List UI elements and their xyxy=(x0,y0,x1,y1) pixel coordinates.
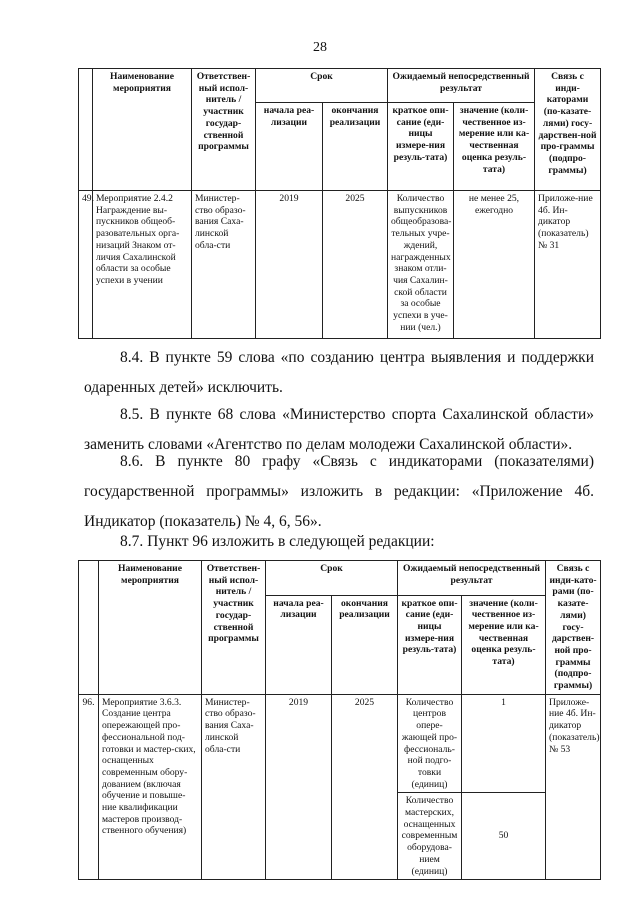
result-header: Ожидаемый непосредственный результат xyxy=(388,69,535,103)
table-row xyxy=(79,191,601,339)
row-link: Приложе-ние 4б. Ин-дикатор (показатель) № 53 xyxy=(546,694,601,880)
table-row xyxy=(79,694,601,793)
term-header: Срок xyxy=(256,69,388,103)
row-start: 2019 xyxy=(256,191,323,339)
paragraph-8-6: 8.6. В пункте 80 графу «Связь с индикаторами (показателями) государственной программы» изложить в редакции: «Приложение 4б. Индикатор (показатель) № 4, 6, 56». xyxy=(84,453,594,530)
responsible-header: Ответствен-ный испол-нитель / участник государ-ственной программы xyxy=(192,69,256,191)
row-responsible: Министер-ство образо-вания Саха-линской обла-сти xyxy=(192,191,256,339)
row-start: 2019 xyxy=(266,694,332,880)
paragraph-8-7: 8.7. Пункт 96 изложить в следующей редакции: xyxy=(120,533,435,550)
page-number: 28 xyxy=(313,40,327,55)
paragraph-8-5: 8.5. В пункте 68 слова «Министерство спорта Сахалинской области» заменить словами «Агентство по делам молодежи Сахалинской области». xyxy=(84,406,594,453)
row-name: Мероприятие 2.4.2 Награждение вы-пускников общеоб-разовательных орга-низаций Знаком от-личия Сахалинской области за особые успехи в учении xyxy=(93,191,192,339)
row-result2-value: 50 xyxy=(462,793,546,880)
row-result2-short: Количество мастерских, оснащенных современным оборудова-нием (единиц) xyxy=(398,793,462,880)
row-number: 49. xyxy=(79,191,93,339)
row-result-short: Количество выпускников общеобразова-тельных учре-ждений, награжденных знаком отли-чия Сахалин-ской области за особые успехи в уче-нии (чел.) xyxy=(388,191,454,339)
table-header-row xyxy=(79,69,601,103)
row-end: 2025 xyxy=(332,694,398,880)
name-header: Наименование мероприятия xyxy=(99,561,202,695)
activity-table-2 xyxy=(78,560,601,880)
link-header: Связь с инди-като-рами (по-казате-лями) госу-дарствен-ной про-граммы (подпро-граммы) xyxy=(546,561,601,695)
row-name: Мероприятие 3.6.3. Создание центра опережающей про-фессиональной под-готовки и мастер-ских, оснащенных современным обору-дованием (включая обучение и повыше-ние квалификации мастеров производ-ственного обучения) xyxy=(99,694,202,880)
number-header xyxy=(79,69,93,191)
result-short-header: краткое опи-сание (еди-ницы измере-ния резуль-тата) xyxy=(388,103,454,191)
link-header: Связь с инди-каторами (по-казате-лями) госу-дарствен-ной про-граммы (подпро-граммы) xyxy=(535,69,601,191)
result-value-header: значение (коли-чественное из-мерение или ка-чественная оценка резуль-тата) xyxy=(462,595,546,694)
row-link: Приложе-ние 4б. Ин-дикатор (показатель) № 31 xyxy=(535,191,601,339)
activity-table-1 xyxy=(78,68,601,339)
term-start-header: начала реа-лизации xyxy=(256,103,323,191)
row-end: 2025 xyxy=(323,191,388,339)
row-result1-value: 1 xyxy=(462,694,546,793)
name-header: Наименование мероприятия xyxy=(93,69,192,191)
term-end-header: окончания реализации xyxy=(332,595,398,694)
term-header: Срок xyxy=(266,561,398,596)
result-header: Ожидаемый непосредственный результат xyxy=(398,561,546,596)
table-header-row xyxy=(79,561,601,596)
term-end-header: окончания реализации xyxy=(323,103,388,191)
row-number: 96. xyxy=(79,694,99,880)
result-short-header: краткое опи-сание (еди-ницы измере-ния резуль-тата) xyxy=(398,595,462,694)
term-start-header: начала реа-лизации xyxy=(266,595,332,694)
row-result-value: не менее 25, ежегодно xyxy=(454,191,535,339)
row-result1-short: Количество центров опере-жающей про-фессиональ-ной подго-товки (единиц) xyxy=(398,694,462,793)
result-value-header: значение (коли-чественное из-мерение или ка-чественная оценка резуль-тата) xyxy=(454,103,535,191)
row-responsible: Министер-ство образо-вания Саха-линской обла-сти xyxy=(202,694,266,880)
paragraph-8-4: 8.4. В пункте 59 слова «по созданию центра выявления и поддержки одаренных детей» исключить. xyxy=(84,349,594,396)
number-header xyxy=(79,561,99,695)
responsible-header: Ответствен-ный испол-нитель / участник государ-ственной программы xyxy=(202,561,266,695)
